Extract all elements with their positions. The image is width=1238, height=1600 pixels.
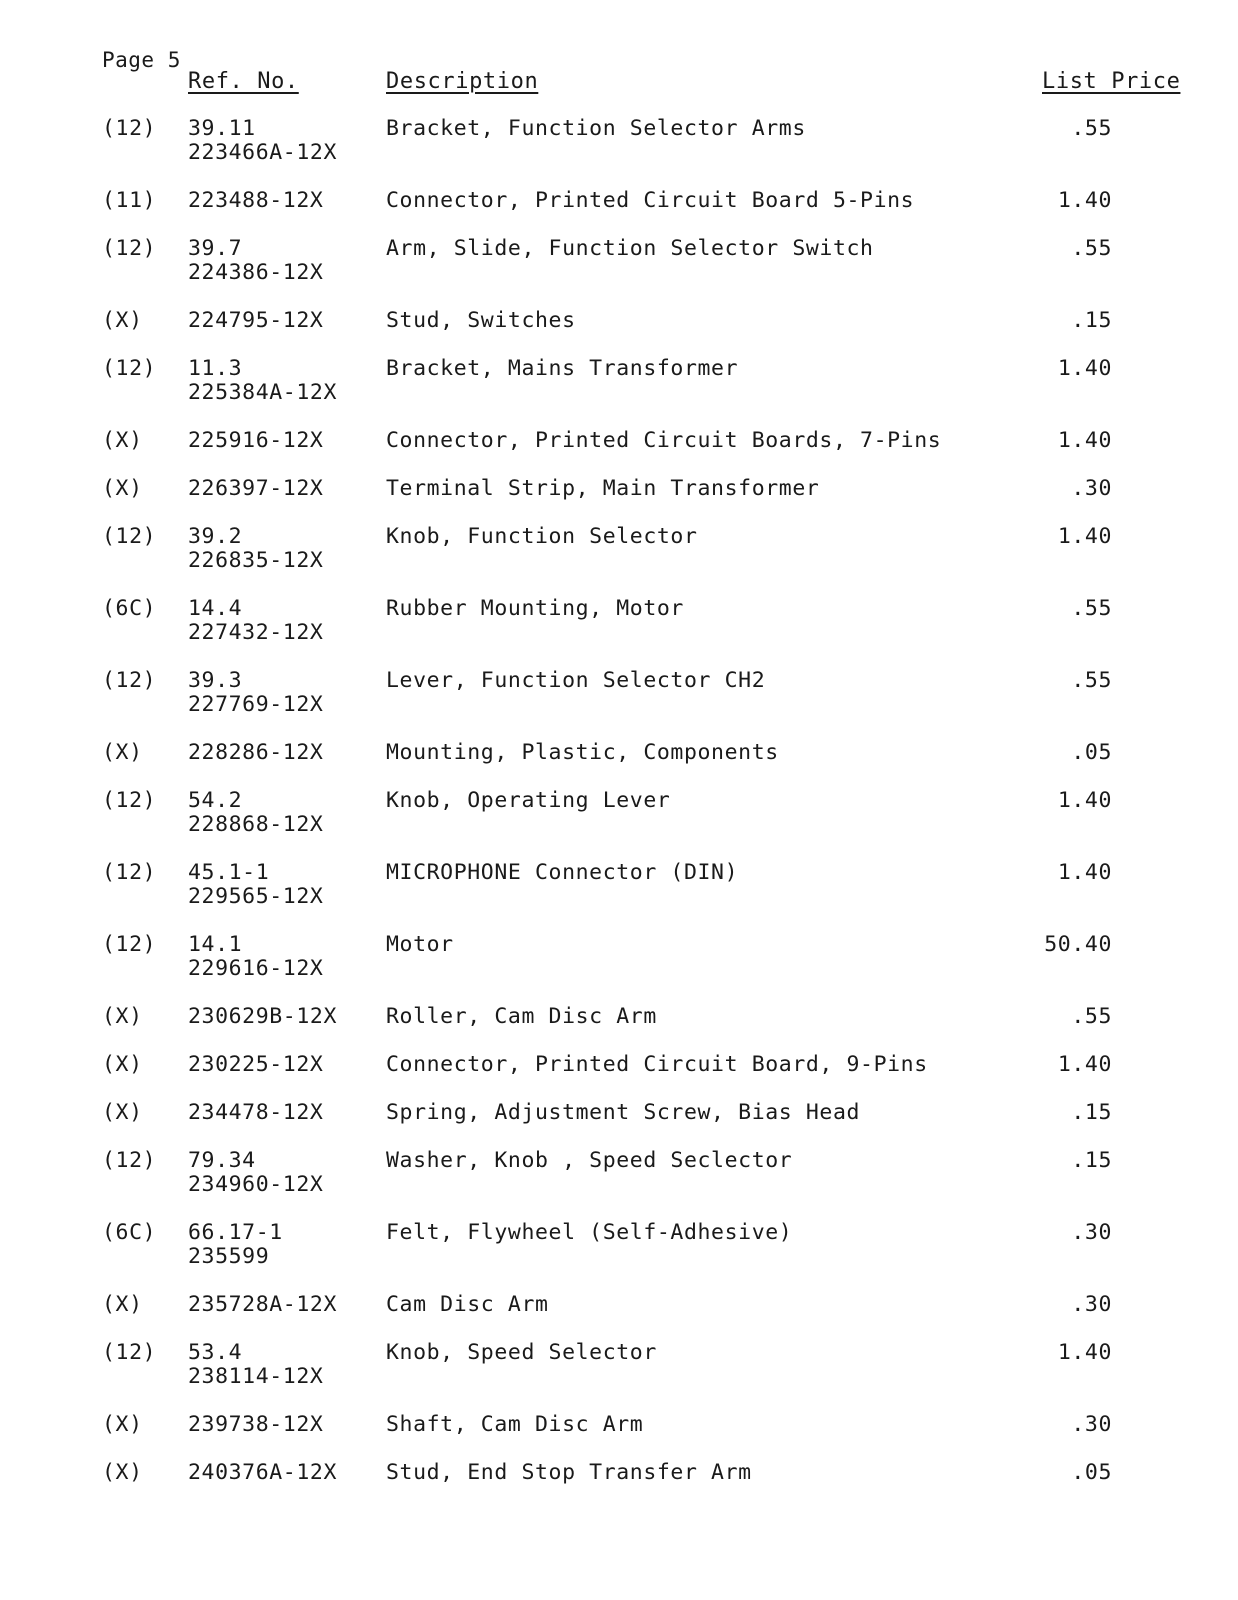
ref-no-primary: 39.7	[188, 236, 243, 261]
ref-no	[188, 1053, 323, 1077]
ref-no	[188, 669, 323, 717]
ref-no-part-number: 229616-12X	[188, 956, 324, 981]
ref-no	[188, 357, 337, 405]
ref-no-primary: 39.2	[188, 524, 243, 549]
description: Connector, Printed Circuit Boards, 7-Pins	[386, 428, 942, 453]
description: Connector, Printed Circuit Board, 9-Pins	[386, 1052, 928, 1077]
section-code: (X)	[102, 1052, 143, 1077]
table-row	[0, 597, 1238, 669]
list-price: 1.40	[1057, 1052, 1112, 1077]
table-row	[0, 789, 1238, 861]
ref-no	[188, 309, 323, 333]
ref-no	[188, 597, 323, 645]
description: Stud, Switches	[386, 308, 576, 333]
header-list-price: List Price	[1042, 69, 1181, 94]
list-price: .55	[1071, 668, 1112, 693]
ref-no-primary: 223488-12X	[188, 188, 324, 213]
ref-no	[188, 741, 323, 765]
ref-no-part-number: 225384A-12X	[188, 380, 337, 405]
ref-no-primary: 225916-12X	[188, 428, 324, 453]
ref-no	[188, 1461, 337, 1485]
page-number: Page 5	[102, 48, 181, 72]
ref-no-primary: 39.11	[188, 116, 256, 141]
section-code: (X)	[102, 308, 143, 333]
description: Knob, Operating Lever	[386, 788, 671, 813]
list-price: .30	[1071, 1412, 1112, 1437]
table-row	[0, 1293, 1238, 1341]
description: Felt, Flywheel (Self-Adhesive)	[386, 1220, 793, 1245]
ref-no	[188, 189, 323, 213]
ref-no	[188, 1221, 283, 1269]
ref-no-part-number: 227769-12X	[188, 692, 324, 717]
ref-no-part-number: 229565-12X	[188, 884, 324, 909]
table-row	[0, 1413, 1238, 1461]
section-code: (11)	[102, 188, 157, 213]
section-code: (X)	[102, 428, 143, 453]
description: Bracket, Mains Transformer	[386, 356, 739, 381]
ref-no	[188, 1413, 323, 1437]
list-price: .05	[1071, 1460, 1112, 1485]
ref-no	[188, 429, 323, 453]
description: Terminal Strip, Main Transformer	[386, 476, 820, 501]
table-row	[0, 741, 1238, 789]
ref-no-primary: 228286-12X	[188, 740, 324, 765]
section-code: (12)	[102, 860, 157, 885]
description: Mounting, Plastic, Components	[386, 740, 779, 765]
list-price: .55	[1071, 1004, 1112, 1029]
ref-no-primary: 230629B-12X	[188, 1004, 337, 1029]
ref-no	[188, 237, 323, 285]
section-code: (12)	[102, 932, 157, 957]
ref-no-primary: 14.1	[188, 932, 243, 957]
description: Washer, Knob , Speed Seclector	[386, 1148, 793, 1173]
list-price: 1.40	[1057, 860, 1112, 885]
ref-no	[188, 933, 323, 981]
ref-no	[188, 477, 323, 501]
section-code: (12)	[102, 116, 157, 141]
section-code: (X)	[102, 740, 143, 765]
ref-no-primary: 235728A-12X	[188, 1292, 337, 1317]
list-price: .15	[1071, 308, 1112, 333]
list-price: 1.40	[1057, 788, 1112, 813]
ref-no-part-number: 224386-12X	[188, 260, 324, 285]
table-row	[0, 117, 1238, 189]
ref-no	[188, 525, 323, 573]
description: Shaft, Cam Disc Arm	[386, 1412, 644, 1437]
ref-no	[188, 1293, 337, 1317]
section-code: (X)	[102, 1460, 143, 1485]
list-price: 1.40	[1057, 188, 1112, 213]
description: Bracket, Function Selector Arms	[386, 116, 806, 141]
ref-no-primary: 39.3	[188, 668, 243, 693]
description: Knob, Function Selector	[386, 524, 698, 549]
list-price: .15	[1071, 1100, 1112, 1125]
table-row	[0, 237, 1238, 309]
list-price: 1.40	[1057, 428, 1112, 453]
list-price: .30	[1071, 476, 1112, 501]
list-price: 1.40	[1057, 524, 1112, 549]
section-code: (X)	[102, 1292, 143, 1317]
section-code: (12)	[102, 668, 157, 693]
table-row	[0, 861, 1238, 933]
table-row	[0, 525, 1238, 597]
ref-no-primary: 79.34	[188, 1148, 256, 1173]
section-code: (6C)	[102, 1220, 157, 1245]
description: Spring, Adjustment Screw, Bias Head	[386, 1100, 861, 1125]
section-code: (12)	[102, 1340, 157, 1365]
list-price: 1.40	[1057, 356, 1112, 381]
description: Roller, Cam Disc Arm	[386, 1004, 657, 1029]
ref-no-primary: 14.4	[188, 596, 243, 621]
section-code: (12)	[102, 356, 157, 381]
ref-no-primary: 54.2	[188, 788, 243, 813]
ref-no-primary: 66.17-1	[188, 1220, 283, 1245]
ref-no-primary: 240376A-12X	[188, 1460, 337, 1485]
ref-no-primary: 224795-12X	[188, 308, 324, 333]
list-price: .55	[1071, 236, 1112, 261]
table-row	[0, 189, 1238, 237]
ref-no-primary: 234478-12X	[188, 1100, 324, 1125]
ref-no	[188, 861, 323, 909]
list-price: .30	[1071, 1220, 1112, 1245]
table-row	[0, 1053, 1238, 1101]
description: Arm, Slide, Function Selector Switch	[386, 236, 874, 261]
list-price: .30	[1071, 1292, 1112, 1317]
ref-no-primary: 226397-12X	[188, 476, 324, 501]
section-code: (12)	[102, 524, 157, 549]
table-row	[0, 1005, 1238, 1053]
section-code: (X)	[102, 1004, 143, 1029]
table-row	[0, 1341, 1238, 1413]
description: Stud, End Stop Transfer Arm	[386, 1460, 752, 1485]
ref-no	[188, 1341, 323, 1389]
table-row	[0, 477, 1238, 525]
ref-no-primary: 230225-12X	[188, 1052, 324, 1077]
ref-no-part-number: 226835-12X	[188, 548, 324, 573]
parts-table	[0, 117, 1238, 1509]
table-row	[0, 1101, 1238, 1149]
description: Cam Disc Arm	[386, 1292, 549, 1317]
ref-no-part-number: 228868-12X	[188, 812, 324, 837]
ref-no	[188, 1149, 323, 1197]
list-price: .05	[1071, 740, 1112, 765]
list-price: .55	[1071, 596, 1112, 621]
section-code: (X)	[102, 1100, 143, 1125]
ref-no-part-number: 235599	[188, 1244, 270, 1269]
description: MICROPHONE Connector (DIN)	[386, 860, 739, 885]
list-price: 50.40	[1044, 932, 1112, 957]
ref-no-part-number: 223466A-12X	[188, 140, 337, 165]
ref-no	[188, 1101, 323, 1125]
section-code: (12)	[102, 236, 157, 261]
ref-no-part-number: 227432-12X	[188, 620, 324, 645]
description: Connector, Printed Circuit Board 5-Pins	[386, 188, 915, 213]
list-price: .15	[1071, 1148, 1112, 1173]
ref-no-part-number: 234960-12X	[188, 1172, 324, 1197]
table-row	[0, 429, 1238, 477]
section-code: (12)	[102, 788, 157, 813]
description: Lever, Function Selector CH2	[386, 668, 766, 693]
table-row	[0, 933, 1238, 1005]
section-code: (6C)	[102, 596, 157, 621]
header-description: Description	[386, 69, 539, 94]
ref-no	[188, 789, 323, 837]
header-ref-no: Ref. No.	[188, 69, 299, 94]
table-row	[0, 1149, 1238, 1221]
list-price: .55	[1071, 116, 1112, 141]
table-header	[0, 69, 1238, 99]
section-code: (X)	[102, 1412, 143, 1437]
ref-no-primary: 11.3	[188, 356, 243, 381]
ref-no-primary: 53.4	[188, 1340, 243, 1365]
ref-no-primary: 239738-12X	[188, 1412, 324, 1437]
ref-no	[188, 117, 337, 165]
ref-no-primary: 45.1-1	[188, 860, 270, 885]
description: Knob, Speed Selector	[386, 1340, 657, 1365]
table-row	[0, 309, 1238, 357]
section-code: (X)	[102, 476, 143, 501]
description: Motor	[386, 932, 454, 957]
table-row	[0, 357, 1238, 429]
section-code: (12)	[102, 1148, 157, 1173]
table-row	[0, 1221, 1238, 1293]
table-row	[0, 1461, 1238, 1509]
list-price: 1.40	[1057, 1340, 1112, 1365]
ref-no	[188, 1005, 337, 1029]
table-row	[0, 669, 1238, 741]
ref-no-part-number: 238114-12X	[188, 1364, 324, 1389]
description: Rubber Mounting, Motor	[386, 596, 684, 621]
